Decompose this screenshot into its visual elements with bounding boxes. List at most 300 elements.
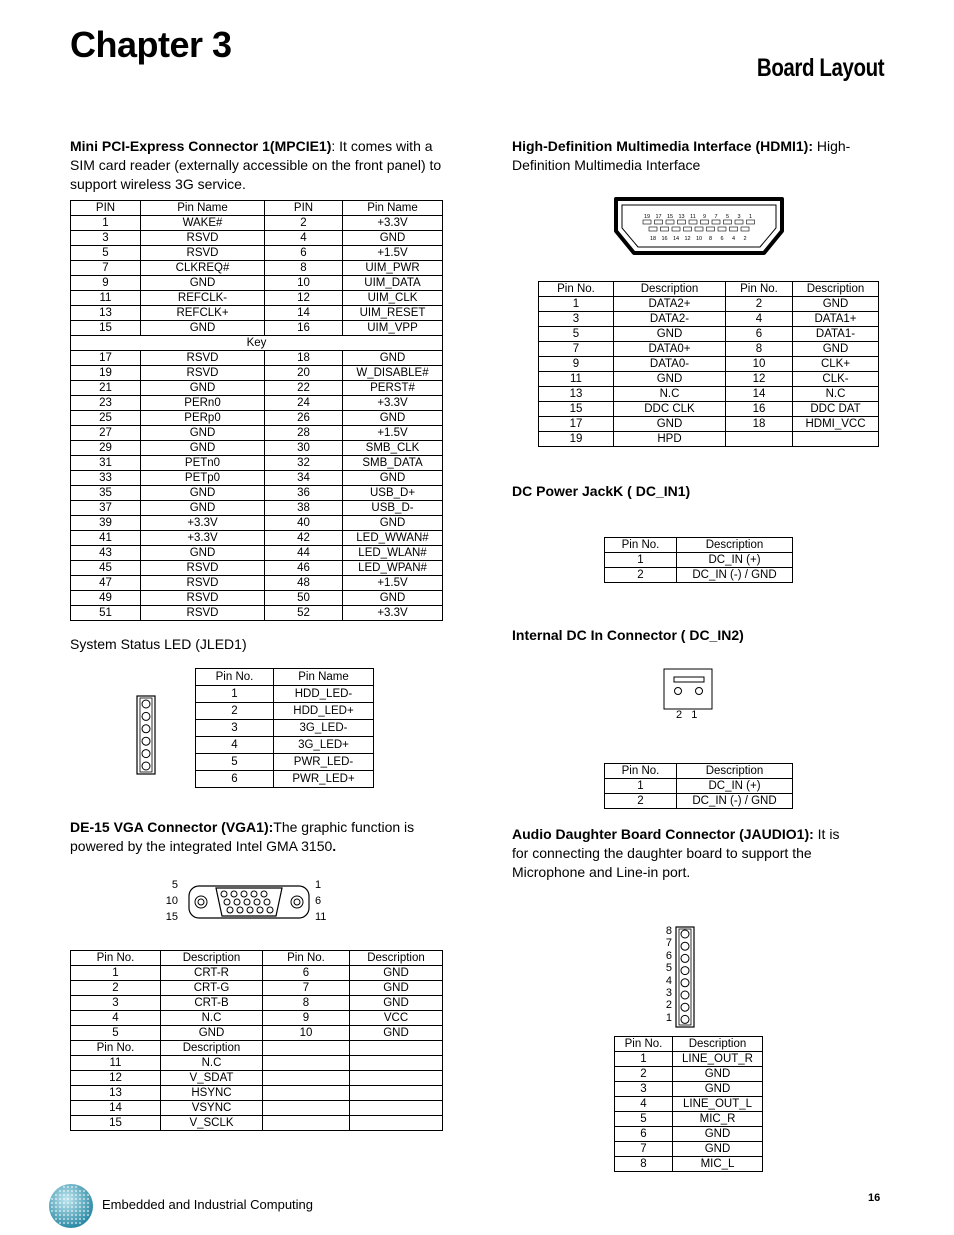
table-row [539,372,879,387]
table-cell: 27 [71,426,141,441]
logo-dot [67,1222,69,1224]
table-cell: 36 [265,486,343,501]
logo-dot [55,1194,57,1196]
table-row [539,297,879,312]
table-cell: 11 [71,291,141,306]
logo-dot [59,1206,61,1208]
connector-pin [237,907,243,913]
table-cell: +3.3V [141,531,265,546]
table-row [71,1101,443,1116]
table-cell: PETn0 [141,456,265,471]
table-cell: 31 [71,456,141,471]
table-cell: GND [350,981,443,996]
table-cell: Key [71,336,443,351]
table-cell: N.C [793,387,879,402]
table-cell: SMB_DATA [343,456,443,471]
chapter-title: Chapter 3 [70,24,232,65]
vga-labels-left: 5 10 15 [165,879,178,923]
table-cell: N.C [161,1011,263,1026]
table-cell: 5 [71,1026,161,1041]
table-row [71,501,443,516]
table-row [615,1112,763,1127]
table-cell: GND [614,372,726,387]
table-cell: USB_D+ [343,486,443,501]
logo-dot [79,1206,81,1208]
logo-dot [71,1206,73,1208]
logo-dot [79,1198,81,1200]
table-cell: 23 [71,396,141,411]
logo-dot [79,1214,81,1216]
table-row [71,306,443,321]
table-cell: Pin No. [605,764,677,779]
table-cell: GND [350,996,443,1011]
table-cell [350,1071,443,1086]
table-cell: N.C [614,387,726,402]
connector-pin [741,227,749,231]
table-cell: GND [350,966,443,981]
table-row [71,276,443,291]
pin-label: 11 [690,214,696,220]
table-cell: 8 [265,261,343,276]
table-cell: PERn0 [141,396,265,411]
table-cell: 32 [265,456,343,471]
table-cell: 25 [71,411,141,426]
jaudio-title: Audio Daughter Board Connector (JAUDIO1): [512,826,814,842]
table-row [196,686,374,703]
connector-pin [244,899,250,905]
pin-label: 8 [665,925,672,937]
table-cell: GND [343,516,443,531]
dcin2-connector-diagram [663,668,713,710]
logo-dot [55,1202,57,1204]
table-row [71,471,443,486]
table-cell: 9 [539,357,614,372]
pin-label: 15 [666,214,674,220]
table-cell: LINE_OUT_R [673,1052,763,1067]
table-cell: GND [141,441,265,456]
company-logo-icon [48,1183,94,1229]
table-cell [263,1071,350,1086]
table-cell: DATA2- [614,312,726,327]
connector-pin [142,750,150,758]
table-row [71,1071,443,1086]
table-cell: GND [343,231,443,246]
table-cell: GND [141,501,265,516]
logo-dot [75,1222,77,1224]
table-row [71,591,443,606]
table-header-row [71,201,443,216]
table-cell: HDD_LED- [274,686,374,703]
pin-label: 9 [702,214,707,220]
table-cell: DC_IN (-) / GND [677,794,793,809]
table-cell: GND [673,1127,763,1142]
table-cell: 6 [263,966,350,981]
table-cell: Pin No. [196,669,274,686]
table-row [605,794,793,809]
logo-dot [51,1198,53,1200]
section-title: Board Layout [756,54,884,82]
jled-connector-diagram [136,695,156,775]
table-cell: 51 [71,606,141,621]
table-cell: 7 [539,342,614,357]
vga-pin-table [70,950,443,1131]
connector-pin [661,227,669,231]
pin-label: 10 [695,236,703,242]
table-cell: HDMI_VCC [793,417,879,432]
table-row [539,387,879,402]
connector-pin [267,907,273,913]
table-cell: 15 [539,402,614,417]
table-cell: 17 [539,417,614,432]
table-cell: RSVD [141,606,265,621]
table-row [71,516,443,531]
logo-dot [87,1210,89,1212]
vga-text: The graphic function is powered by the integrated Intel GMA 3150 [70,819,415,854]
logo-dot [87,1214,89,1216]
connector-pin [681,954,689,962]
table-row [615,1127,763,1142]
table-cell: DC_IN (+) [677,779,793,794]
table-cell: 16 [265,321,343,336]
table-row [71,606,443,621]
table-cell: 1 [615,1052,673,1067]
table-cell: 6 [196,771,274,788]
table-cell: 49 [71,591,141,606]
table-cell: UIM_CLK [343,291,443,306]
logo-dot [83,1218,85,1220]
table-cell: 52 [265,606,343,621]
table-row [539,432,879,447]
connector-pin [649,227,657,231]
table-cell: Pin No. [726,282,793,297]
table-cell: 46 [265,561,343,576]
table-row [71,1086,443,1101]
table-cell: 2 [726,297,793,312]
table-header-row [71,1041,443,1056]
table-cell: +3.3V [343,216,443,231]
table-cell: DDC DAT [793,402,879,417]
logo-dot [67,1186,69,1188]
connector-pin [712,220,720,224]
vga-text-end: . [332,838,337,854]
table-cell: LED_WPAN# [343,561,443,576]
pin-label: 4 [731,236,736,242]
table-cell: Description [161,951,263,966]
pin-label: 18 [649,236,657,242]
table-row [71,966,443,981]
table-cell: 7 [71,261,141,276]
mpcie-title: Mini PCI-Express Connector 1(MPCIE1) [70,138,332,154]
hdmi-text: High-Definition Multimedia Interface [512,138,851,173]
table-cell: +3.3V [343,396,443,411]
table-cell: GND [141,426,265,441]
table-cell: 19 [539,432,614,447]
connector-pin [689,220,697,224]
table-header-row [615,1037,763,1052]
table-cell: GND [793,342,879,357]
table-cell: Pin No. [539,282,614,297]
logo-dot [71,1198,73,1200]
logo-dot [55,1218,57,1220]
table-cell: Description [350,951,443,966]
logo-dot [87,1206,89,1208]
table-cell: RSVD [141,246,265,261]
table-row [196,703,374,720]
table-cell: 26 [265,411,343,426]
table-cell: PERST# [343,381,443,396]
table-cell: 14 [265,306,343,321]
table-cell: 1 [71,966,161,981]
connector-pin [142,737,150,745]
connector-pin [142,762,150,770]
table-cell: 13 [71,306,141,321]
logo-dot [83,1190,85,1192]
logo-dot [63,1190,65,1192]
connector-pin [681,942,689,950]
table-cell: 12 [265,291,343,306]
table-row [71,366,443,381]
logo-dot [75,1198,77,1200]
logo-dot [79,1190,81,1192]
logo-dot [75,1214,77,1216]
table-header-row [605,764,793,779]
table-cell: 30 [265,441,343,456]
pin-label: 5 [725,214,730,220]
table-cell: UIM_VPP [343,321,443,336]
connector-pin [241,891,247,897]
dcin1-title: DC Power JackK ( DC_IN1) [512,483,691,499]
table-row [71,396,443,411]
table-cell: GND [141,486,265,501]
key-row [71,336,443,351]
table-cell [726,432,793,447]
table-cell: DDC CLK [614,402,726,417]
table-cell: Description [793,282,879,297]
table-cell: GND [673,1082,763,1097]
logo-dot [63,1222,65,1224]
table-row [71,1011,443,1026]
logo-dot [75,1194,77,1196]
table-row [71,1026,443,1041]
table-cell: HDD_LED+ [274,703,374,720]
table-cell: 14 [71,1101,161,1116]
table-cell: LED_WWAN# [343,531,443,546]
table-cell: Description [677,764,793,779]
table-cell: 9 [71,276,141,291]
connector-pin [695,227,703,231]
dcin2-pin-labels: 2 1 [676,709,698,721]
hdmi-pin-table [538,281,879,447]
table-cell: DC_IN (-) / GND [677,568,793,583]
table-cell: 3 [615,1082,673,1097]
table-cell: GND [350,1026,443,1041]
table-cell: GND [673,1142,763,1157]
table-cell: LINE_OUT_L [673,1097,763,1112]
table-row [196,754,374,771]
logo-dot [59,1214,61,1216]
table-cell [350,1056,443,1071]
logo-dot [87,1198,89,1200]
pin-label: 5 [665,962,672,975]
table-cell: GND [141,321,265,336]
pin-label: 17 [655,214,662,220]
table-cell: Pin No. [605,538,677,553]
table-cell: 4 [615,1097,673,1112]
table-cell: 3G_LED- [274,720,374,737]
table-row [71,546,443,561]
table-cell: MIC_R [673,1112,763,1127]
table-row [71,1056,443,1071]
table-row [71,231,443,246]
table-cell: Pin No. [71,1041,161,1056]
table-row [71,981,443,996]
table-cell: 2 [71,981,161,996]
table-cell: WAKE# [141,216,265,231]
table-cell: PERp0 [141,411,265,426]
table-cell: GND [161,1026,263,1041]
logo-dot [55,1210,57,1212]
table-header-row [196,669,374,686]
page-number: 16 [868,1192,881,1204]
table-cell [263,1056,350,1071]
table-row [71,531,443,546]
table-cell: 2 [265,216,343,231]
table-row [71,576,443,591]
logo-dot [71,1190,73,1192]
table-cell: UIM_RESET [343,306,443,321]
table-cell: GND [614,417,726,432]
logo-dot [75,1186,77,1188]
connector-pin [247,907,253,913]
table-cell: 18 [726,417,793,432]
logo-dot [71,1202,73,1204]
table-row [71,261,443,276]
logo-dot [79,1218,81,1220]
table-cell: Description [677,538,793,553]
table-cell: 44 [265,546,343,561]
pin-label: 3 [665,987,672,1000]
table-cell: 13 [71,1086,161,1101]
table-row [71,996,443,1011]
table-row [71,441,443,456]
table-cell: Description [673,1037,763,1052]
logo-dot [75,1206,77,1208]
table-row [71,291,443,306]
table-cell: 5 [71,246,141,261]
table-cell: 12 [726,372,793,387]
table-cell: 20 [265,366,343,381]
table-cell: +3.3V [141,516,265,531]
table-cell: 4 [265,231,343,246]
table-cell: 8 [726,342,793,357]
dcin2-title: Internal DC In Connector ( DC_IN2) [512,627,744,643]
table-cell: REFCLK+ [141,306,265,321]
logo-dot [71,1210,73,1212]
connector-pin [681,991,689,999]
table-cell: GND [343,471,443,486]
table-cell [793,432,879,447]
logo-dot [67,1194,69,1196]
table-cell: 40 [265,516,343,531]
table-cell: 45 [71,561,141,576]
table-row [539,402,879,417]
table-cell: N.C [161,1056,263,1071]
table-row [615,1142,763,1157]
table-cell: 28 [265,426,343,441]
logo-dot [79,1194,81,1196]
logo-dot [71,1222,73,1224]
table-cell: DATA1- [793,327,879,342]
pin-label: 2 [665,999,672,1012]
table-cell [263,1101,350,1116]
table-cell: REFCLK- [141,291,265,306]
logo-dot [55,1214,57,1216]
table-cell: GND [141,381,265,396]
table-cell: 1 [71,216,141,231]
table-cell: 43 [71,546,141,561]
table-cell: 10 [726,357,793,372]
table-row [71,321,443,336]
mpcie-description [70,137,445,194]
logo-dot [87,1194,89,1196]
table-cell: GND [343,351,443,366]
table-cell: 15 [71,1116,161,1131]
logo-dot [63,1218,65,1220]
jaudio-text: It is for connecting the daughter board to support the Microphone and Line-in port. [512,826,840,880]
logo-dot [51,1206,53,1208]
table-row [196,737,374,754]
table-row [71,411,443,426]
table-cell: Description [161,1041,263,1056]
table-cell: GND [614,327,726,342]
table-cell: 4 [726,312,793,327]
table-cell: RSVD [141,561,265,576]
table-cell: VCC [350,1011,443,1026]
connector-pin [643,220,651,224]
table-cell: 48 [265,576,343,591]
table-cell: +3.3V [343,606,443,621]
mpcie-text: : It comes with a SIM card reader (externally accessible on the front panel) to support wireless 3G service. [70,138,442,192]
logo-dot [67,1218,69,1220]
logo-dot [67,1198,69,1200]
table-cell: CRT-R [161,966,263,981]
table-cell [350,1116,443,1131]
connector-pin [251,891,257,897]
table-cell: 42 [265,531,343,546]
connector-pin [681,967,689,975]
connector-pin [221,891,227,897]
table-cell: 10 [263,1026,350,1041]
table-cell: 39 [71,516,141,531]
table-cell: 3 [539,312,614,327]
logo-dot [83,1198,85,1200]
table-row [605,568,793,583]
table-cell: 34 [265,471,343,486]
table-cell: 17 [71,351,141,366]
table-row [71,1116,443,1131]
table-cell: 24 [265,396,343,411]
table-cell: PIN [71,201,141,216]
connector-pin [227,907,233,913]
connector-pin [142,700,150,708]
table-header-row [71,951,443,966]
jled-title: System Status LED (JLED1) [70,636,247,652]
table-cell: Pin No. [71,951,161,966]
table-row [71,456,443,471]
table-cell: 33 [71,471,141,486]
table-cell: CLK- [793,372,879,387]
table-cell [263,1116,350,1131]
